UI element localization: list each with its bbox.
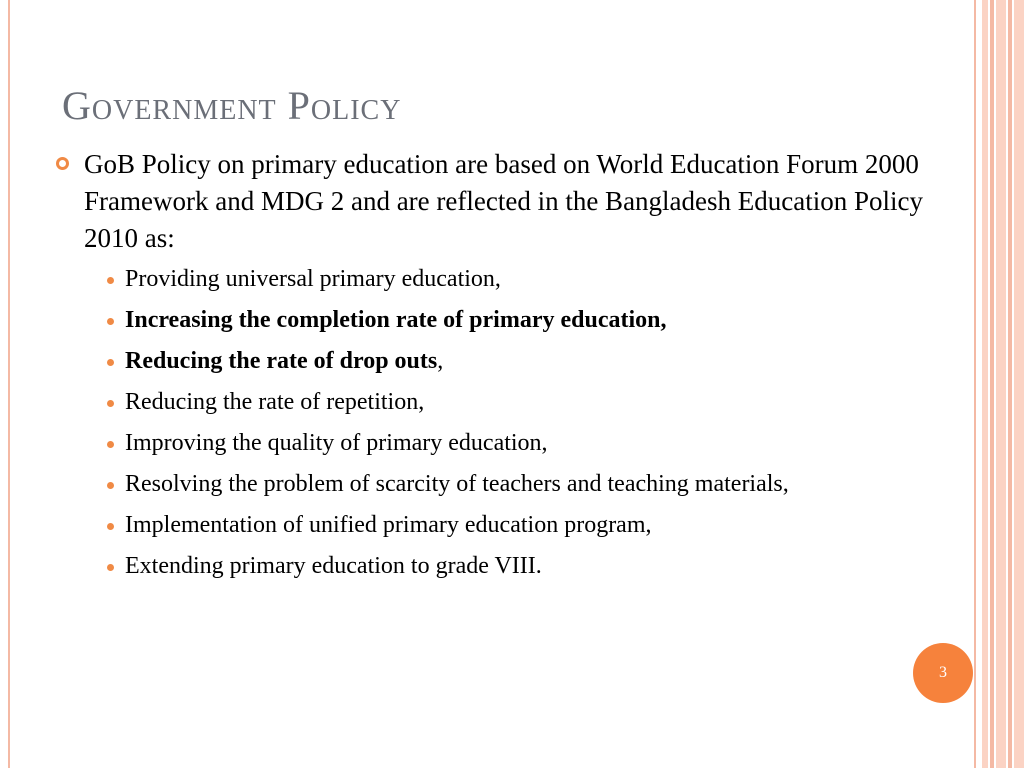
decorative-stripe (1008, 0, 1012, 768)
sub-bullet-item (54, 386, 934, 419)
dot-bullet-icon (107, 318, 114, 325)
page-number-badge: 3 (913, 643, 973, 703)
decorative-stripe (996, 0, 1006, 768)
sub-bullet-text: Implementation of unified primary education program, (125, 512, 652, 538)
dot-bullet-icon (107, 441, 114, 448)
dot-bullet-icon (107, 482, 114, 489)
sub-bullet-bold-text: Increasing the completion rate of primary education, (125, 307, 667, 333)
dot-bullet-icon (107, 277, 114, 284)
dot-bullet-icon (107, 400, 114, 407)
ring-bullet-icon (56, 157, 69, 170)
main-bullet-text: GoB Policy on primary education are based on World Education Forum 2000 Framework and MDG 2 and are reflected in the Bangladesh Education Policy 2010 as: (84, 149, 923, 253)
sub-bullet-bold-text: Reducing the rate of drop outs (125, 348, 438, 374)
decorative-stripe (990, 0, 994, 768)
slide-title: Government Policy (62, 83, 402, 128)
sub-bullet-item (54, 468, 934, 501)
sub-bullet-item (54, 550, 934, 583)
sub-bullet-item (54, 263, 934, 296)
decorative-stripe (1014, 0, 1024, 768)
sub-bullet-tail-text: , (437, 348, 444, 374)
dot-bullet-icon (107, 523, 114, 530)
sub-bullet-item (54, 345, 934, 378)
sub-bullet-list (54, 263, 934, 583)
sub-bullet-item (54, 304, 934, 337)
sub-bullet-text: Reducing the rate of repetition, (125, 389, 425, 415)
decorative-stripe (982, 0, 988, 768)
sub-bullet-text: Extending primary education to grade VIII. (125, 553, 542, 579)
main-bullet-point (54, 146, 934, 257)
dot-bullet-icon (107, 359, 114, 366)
slide-content (54, 146, 934, 591)
sub-bullet-text: Providing universal primary education, (125, 266, 501, 292)
dot-bullet-icon (107, 564, 114, 571)
sub-bullet-text: Resolving the problem of scarcity of teachers and teaching materials, (125, 471, 789, 497)
sub-bullet-item (54, 427, 934, 460)
sub-bullet-item (54, 509, 934, 542)
sub-bullet-text: Improving the quality of primary education, (125, 430, 548, 456)
